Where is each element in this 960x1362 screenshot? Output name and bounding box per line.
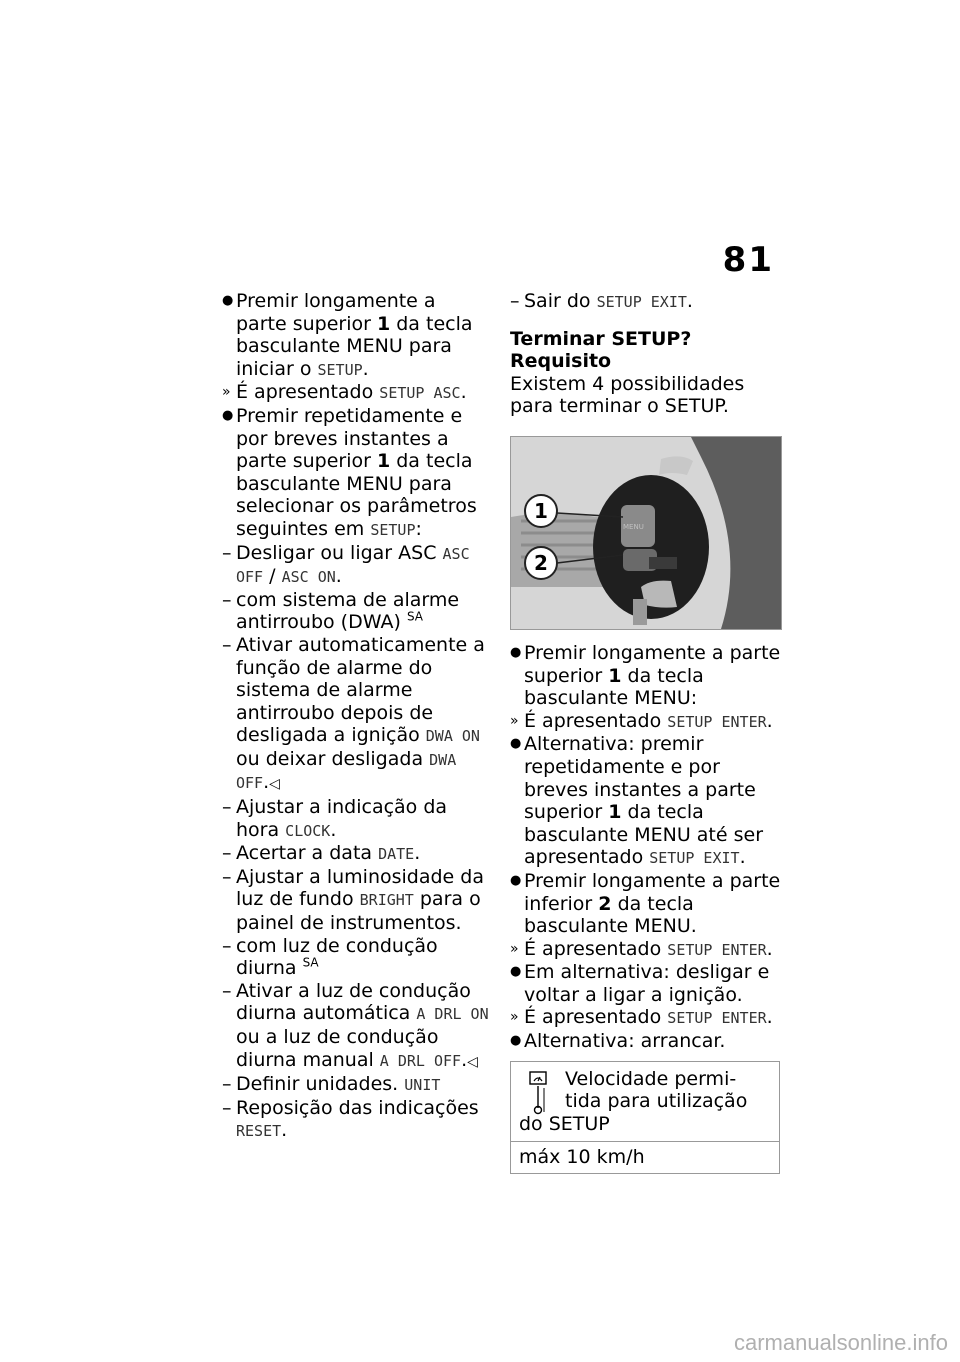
left-column: [222, 290, 490, 1143]
result-line: » É apresentado SETUP ENTER.: [510, 709, 773, 732]
spec-table: [510, 1061, 780, 1174]
dash-item: – com luz de condução diurna $^{SA}$: [222, 934, 438, 980]
figure-menu-label: MENU: [623, 522, 644, 531]
figure-callout-2: 2: [534, 550, 548, 575]
spec-title-line: do SETUP: [519, 1112, 610, 1135]
step-bullet: ● Em alternativa: desligar e voltar a ligar a ignição.: [510, 961, 770, 1006]
right-column: [510, 290, 782, 1174]
spec-title-line: tida para utilização: [565, 1090, 748, 1113]
bullet-icon: ●: [510, 736, 522, 752]
spec-title-line: Velocidade permi-: [565, 1067, 737, 1090]
section-end-icon: ◁: [467, 1053, 478, 1070]
bullet-icon: ●: [510, 964, 522, 980]
section-end-icon: ◁: [269, 776, 280, 793]
paragraph: Existem 4 possibilidades para terminar o SETUP.: [510, 372, 745, 418]
result-arrow-icon: »: [222, 384, 231, 401]
special-accessory-mark: SA: [302, 955, 319, 970]
dash-item: – Ajustar a indicação da hora CLOCK.: [222, 796, 448, 841]
subheading: Requisito: [510, 350, 612, 373]
step-bullet: ● Premir repetidamente e por breves instantes a parte superior 1 da tecla basculante MENU para selecionar os parâmetros seguintes em SETUP:: [222, 404, 477, 540]
step-bullet: ● Alternativa: premir repetidamente e por breves instantes a parte superior 1 da tecla basculante MENU até ser apresentado SETUP EXIT.: [510, 733, 764, 869]
dash-item: – Ativar automaticamente a função de alarme do sistema de alarme antirroubo depois de desligada a ignição DWA ON ou deixar desligada DWA OFF.◁: [222, 633, 485, 794]
figure-callout-1: 1: [534, 498, 548, 523]
dash-item: – Sair do SETUP EXIT.: [510, 290, 693, 312]
spec-header: [511, 1062, 779, 1142]
result-line: » É apresentado SETUP ENTER.: [510, 937, 773, 960]
bullet-icon: ●: [510, 872, 522, 888]
dash-item: – Desligar ou ligar ASC ASC OFF / ASC ON.: [222, 541, 470, 588]
page-number: 81: [722, 240, 774, 280]
result-arrow-icon: »: [510, 712, 519, 729]
bullet-icon: ●: [510, 1033, 522, 1049]
spec-value: máx 10 km/h: [511, 1141, 779, 1173]
section-heading: Terminar SETUP?: [510, 327, 692, 350]
step-bullet: ● Premir longamente a parte superior 1 da tecla basculante MENU para iniciar o SETUP.: [222, 290, 473, 380]
dash-item: – Ativar a luz de condução diurna automática A DRL ON ou a luz de condução diurna manual A DRL OFF.◁: [222, 979, 489, 1071]
dash-item: – Ajustar a luminosidade da luz de fundo BRIGHT para o painel de instrumentos.: [222, 865, 484, 935]
step-bullet: ● Premir longamente a parte inferior 2 da tecla basculante MENU.: [510, 869, 781, 938]
dash-item: – Reposição das indicações RESET.: [222, 1096, 479, 1142]
result-arrow-icon: »: [510, 1009, 519, 1026]
watermark-link[interactable]: carmanualsonline.info: [733, 1330, 948, 1355]
result-line: » É apresentado SETUP ASC.: [222, 381, 467, 404]
dash-item: – Definir unidades. UNIT: [222, 1073, 441, 1096]
dash-item: – com sistema de alarme antirroubo (DWA) $^{SA}$: [222, 588, 460, 634]
special-accessory-mark: SA: [406, 609, 423, 624]
handlebar-switch-figure: [510, 436, 782, 630]
dash-item: – Acertar a data DATE.: [222, 842, 421, 865]
bullet-icon: ●: [222, 407, 234, 423]
result-line: » É apresentado SETUP ENTER.: [510, 1006, 773, 1029]
bullet-icon: ●: [510, 644, 522, 660]
step-bullet: ● Premir longamente a parte superior 1 da tecla basculante MENU:: [510, 641, 781, 710]
speedometer-icon: [527, 1070, 549, 1116]
step-bullet: ● Alternativa: arrancar.: [510, 1030, 726, 1053]
result-arrow-icon: »: [510, 940, 519, 957]
bullet-icon: ●: [222, 293, 234, 308]
